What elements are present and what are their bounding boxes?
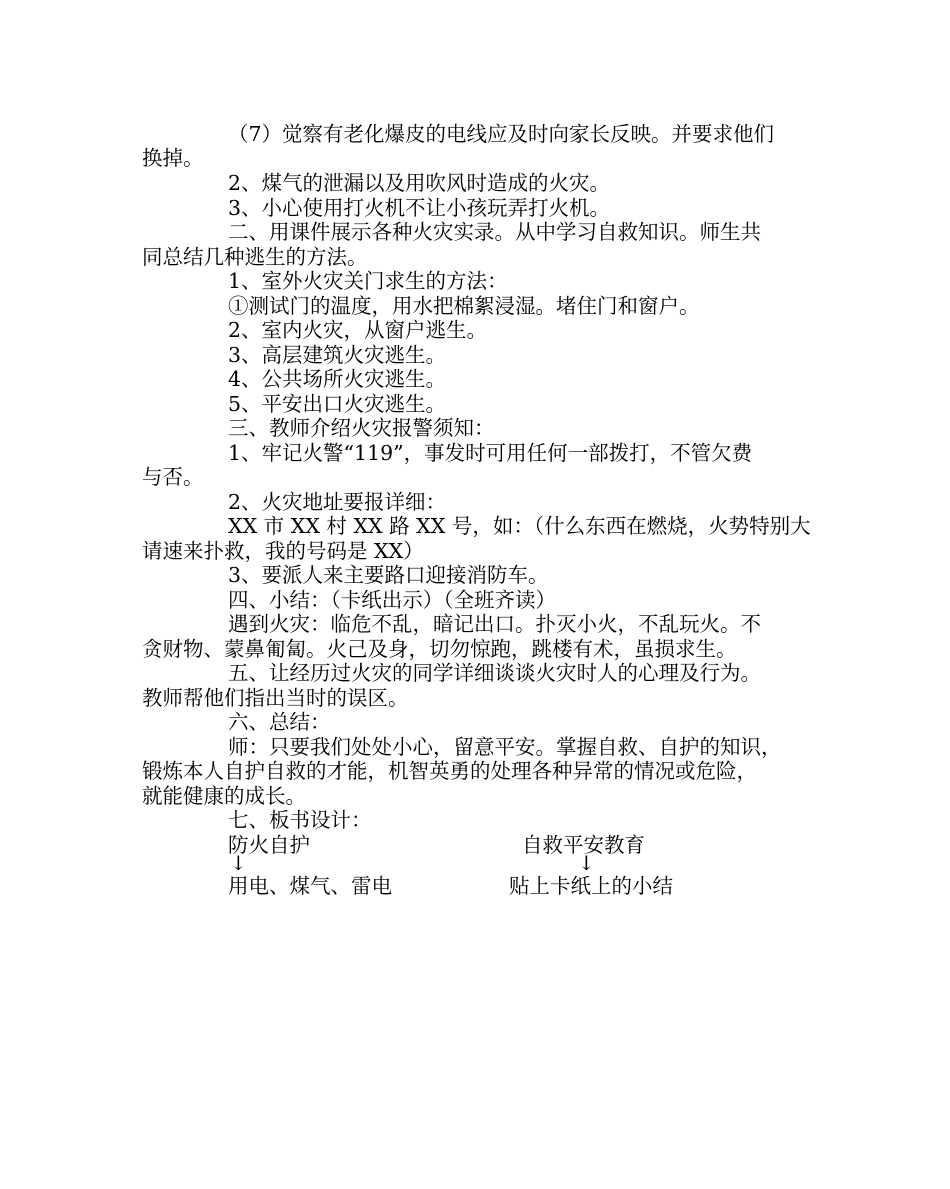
paragraph: 五、让经历过火灾的同学详细谈谈火灾时人的心理及行为。 — [228, 661, 761, 685]
paragraph: 2、室内火灾，从窗户逃生。 — [228, 318, 488, 342]
paragraph: 1、室外火灾关门求生的方法： — [228, 269, 508, 293]
paragraph: 4、公共场所火灾逃生。 — [228, 367, 447, 391]
down-arrow-icon: ↓ — [578, 851, 595, 875]
paragraph: 三、教师介绍火灾报警须知： — [228, 416, 495, 440]
paragraph: 请速来扑救，我的号码是 XX） — [142, 539, 424, 563]
paragraph: 师：只要我们处处小心，留意平安。掌握自救、自护的知识， — [228, 735, 782, 759]
paragraph: 3、小心使用打火机不让小孩玩弄打火机。 — [228, 196, 611, 220]
paragraph: 与否。 — [142, 465, 204, 489]
paragraph: 2、煤气的泄漏以及用吹风时造成的火灾。 — [228, 171, 611, 195]
paragraph: 同总结几种逃生的方法。 — [142, 245, 368, 269]
paragraph: 3、高层建筑火灾逃生。 — [228, 343, 447, 367]
paragraph: 2、火灾地址要报详细： — [228, 490, 447, 514]
paragraph: 教师帮他们指出当时的误区。 — [142, 686, 409, 710]
paragraph: ①测试门的温度，用水把棉絮浸湿。堵住门和窗户。 — [228, 294, 700, 318]
paragraph: 锻炼本人自护自救的才能，机智英勇的处理各种异常的情况或危险， — [142, 759, 757, 783]
paragraph: XX 市 XX 村 XX 路 XX 号，如：（什么东西在燃烧，火势特别大 — [228, 514, 811, 538]
board-right-bottom: 贴上卡纸上的小结 — [509, 874, 673, 898]
paragraph: 就能健康的成长。 — [142, 784, 306, 808]
paragraph: 5、平安出口火灾逃生。 — [228, 392, 447, 416]
paragraph: 贪财物、蒙鼻匍匐。火己及身，切勿惊跑，跳楼有术，虽损求生。 — [142, 637, 737, 661]
board-left-title: 防火自护 — [228, 833, 310, 857]
paragraph: （7）觉察有老化爆皮的电线应及时向家长反映。并要求他们 — [228, 122, 775, 146]
paragraph: 二、用课件展示各种火灾实录。从中学习自救知识。师生共 — [228, 220, 761, 244]
paragraph: 换掉。 — [142, 146, 204, 170]
board-right-title: 自救平安教育 — [522, 833, 645, 857]
paragraph: 七、板书设计： — [228, 808, 372, 832]
paragraph: 1、牢记火警“119”，事发时可用任何一部拨打，不管欠费 — [228, 441, 753, 465]
paragraph: 遇到火灾：临危不乱，暗记出口。扑灭小火，不乱玩火。不 — [228, 612, 761, 636]
board-left-bottom: 用电、煤气、雷电 — [228, 874, 392, 898]
paragraph: 六、总结： — [228, 710, 331, 734]
paragraph: 3、要派人来主要路口迎接消防车。 — [228, 563, 549, 587]
paragraph: 四、小结：（卡纸出示）（全班齐读） — [228, 588, 556, 612]
down-arrow-icon: ↓ — [230, 851, 247, 875]
